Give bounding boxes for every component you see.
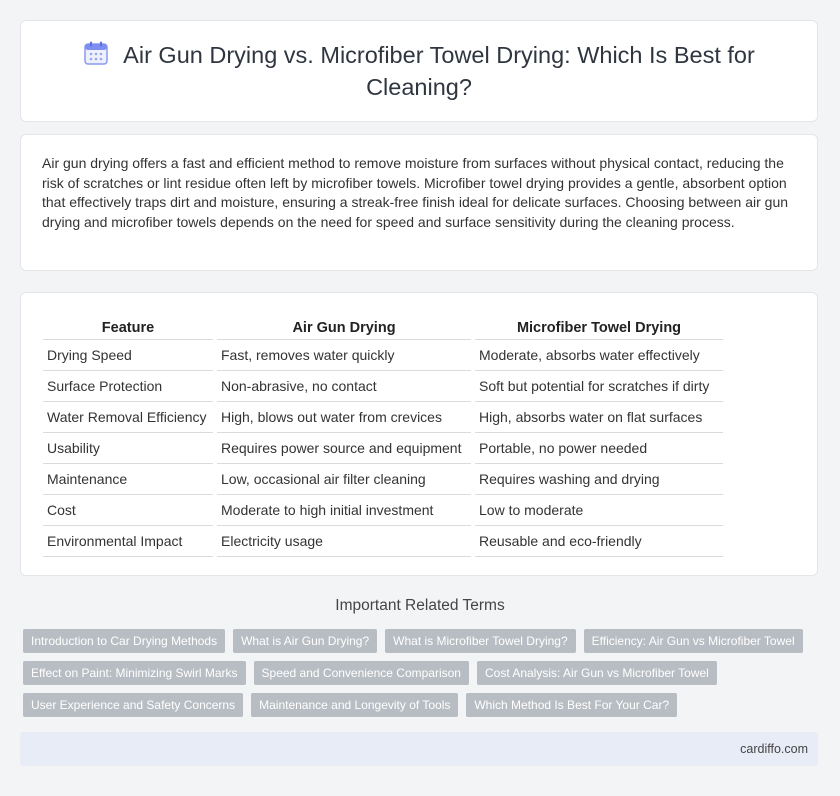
table-cell: Requires washing and drying — [475, 464, 723, 495]
footer-site-link[interactable]: cardiffo.com — [740, 742, 808, 756]
table-cell: Electricity usage — [217, 526, 471, 557]
table-cell: Portable, no power needed — [475, 433, 723, 464]
table-cell: Water Removal Efficiency — [43, 402, 213, 433]
table-cell: Non-abrasive, no contact — [217, 371, 471, 402]
related-terms-heading: Important Related Terms — [335, 597, 505, 614]
calendar-icon — [83, 40, 109, 73]
related-term-tag[interactable]: Cost Analysis: Air Gun vs Microfiber Towel — [477, 661, 717, 685]
table-cell: Usability — [43, 433, 213, 464]
table-cell: Moderate to high initial investment — [217, 495, 471, 526]
related-term-tag[interactable]: Efficiency: Air Gun vs Microfiber Towel — [584, 629, 803, 653]
related-term-tag[interactable]: What is Air Gun Drying? — [233, 629, 377, 653]
column-header-air-gun: Air Gun Drying — [217, 315, 471, 340]
table-header-row — [43, 315, 723, 340]
related-term-tag[interactable]: Maintenance and Longevity of Tools — [251, 693, 458, 717]
related-term-tag[interactable]: Effect on Paint: Minimizing Swirl Marks — [23, 661, 246, 685]
column-header-microfiber: Microfiber Towel Drying — [475, 315, 723, 340]
table-cell: Fast, removes water quickly — [217, 340, 471, 371]
column-header-feature: Feature — [43, 315, 213, 340]
table-row — [43, 402, 723, 433]
comparison-table-card — [20, 292, 818, 576]
tag-row — [23, 629, 803, 653]
intro-card — [20, 134, 818, 271]
table-cell: Low to moderate — [475, 495, 723, 526]
table-cell: High, absorbs water on flat surfaces — [475, 402, 723, 433]
tag-row — [23, 661, 803, 685]
comparison-table — [39, 315, 727, 557]
table-cell: Cost — [43, 495, 213, 526]
title-card — [20, 20, 818, 122]
related-term-tag[interactable]: Which Method Is Best For Your Car? — [466, 693, 677, 717]
related-terms-list — [23, 629, 803, 725]
related-term-tag[interactable]: Introduction to Car Drying Methods — [23, 629, 225, 653]
table-row — [43, 433, 723, 464]
table-cell: Soft but potential for scratches if dirty — [475, 371, 723, 402]
table-cell: Surface Protection — [43, 371, 213, 402]
table-cell: Moderate, absorbs water effectively — [475, 340, 723, 371]
intro-paragraph: Air gun drying offers a fast and efficient method to remove moisture from surfaces without physical contact, reducing the risk of scratches or lint residue often left by microfiber towels. Microfiber towel drying provides a gentle, absorbent option that effectively traps dirt and moisture, ensuring a streak-free finish ideal for delicate surfaces. Choosing between air gun drying and microfiber towels depends on the need for speed and surface sensitivity during the cleaning process. — [42, 155, 789, 230]
page-title-container — [69, 40, 769, 102]
table-cell: Requires power source and equipment — [217, 433, 471, 464]
table-cell: Maintenance — [43, 464, 213, 495]
table-cell: Environmental Impact — [43, 526, 213, 557]
related-term-tag[interactable]: What is Microfiber Towel Drying? — [385, 629, 576, 653]
related-term-tag[interactable]: Speed and Convenience Comparison — [254, 661, 469, 685]
table-cell: Reusable and eco-friendly — [475, 526, 723, 557]
table-row — [43, 464, 723, 495]
table-cell: Drying Speed — [43, 340, 213, 371]
footer — [20, 732, 818, 766]
table-row — [43, 371, 723, 402]
table-row — [43, 526, 723, 557]
table-cell: High, blows out water from crevices — [217, 402, 471, 433]
table-cell: Low, occasional air filter cleaning — [217, 464, 471, 495]
table-row — [43, 495, 723, 526]
tag-row — [23, 693, 803, 717]
page-title: Air Gun Drying vs. Microfiber Towel Drying: Which Is Best for Cleaning? — [123, 42, 755, 100]
table-row — [43, 340, 723, 371]
related-term-tag[interactable]: User Experience and Safety Concerns — [23, 693, 243, 717]
